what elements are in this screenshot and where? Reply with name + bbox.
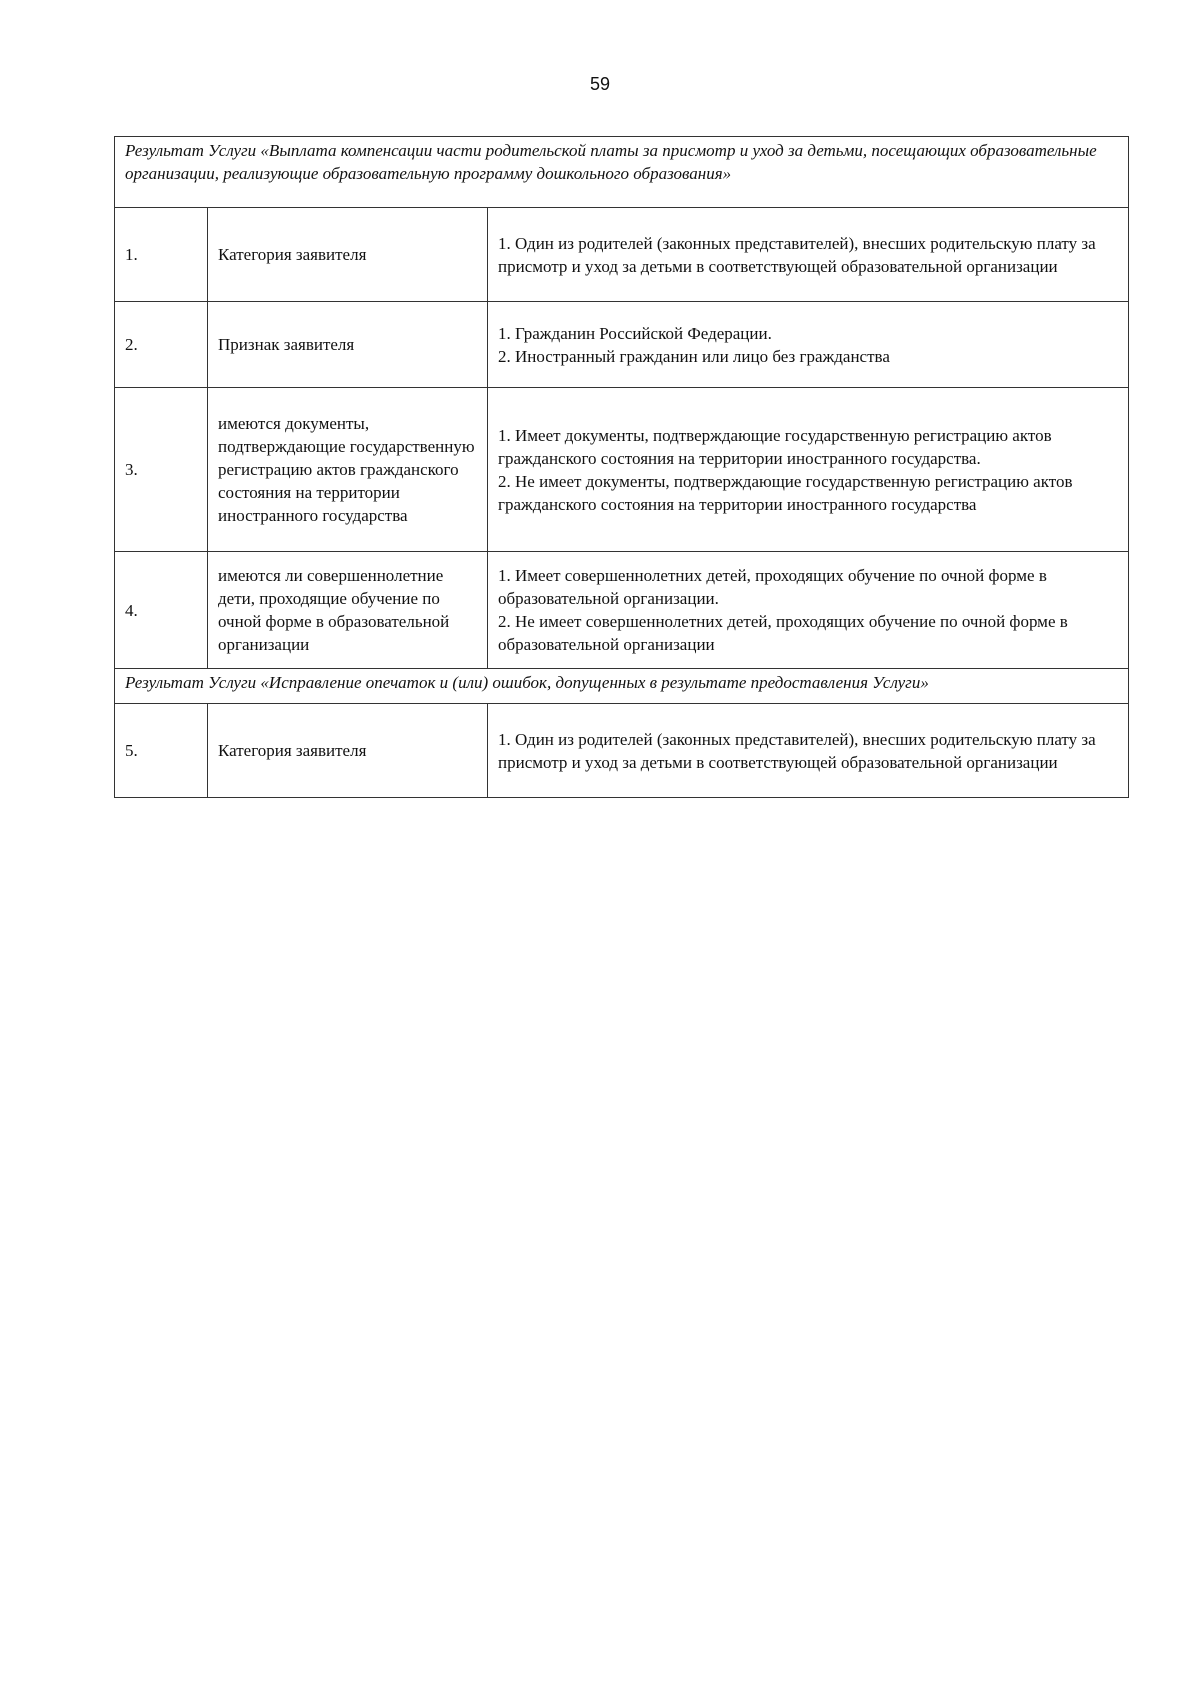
criterion-name: имеются документы, подтверждающие государственную регистрацию актов гражданского состояния на территории иностранного государства [208,388,488,552]
table-row [115,388,1129,552]
row-number: 1. [115,208,208,302]
section-title: Результат Услуги «Выплата компенсации части родительской платы за присмотр и уход за детьми, посещающих образовательные организации, реализующие образовательную программу дошкольного образования» [115,137,1129,208]
row-number: 5. [115,704,208,798]
row-number: 4. [115,552,208,669]
section-title: Результат Услуги «Исправление опечаток и (или) ошибок, допущенных в результате предоставления Услуги» [115,669,1129,704]
criterion-values: 1. Один из родителей (законных представителей), внесших родительскую плату за присмотр и уход за детьми в соответствующей образовательной организации [488,208,1129,302]
table-row [115,552,1129,669]
row-number: 2. [115,302,208,388]
section-header-row [115,669,1129,704]
criterion-values: 1. Один из родителей (законных представителей), внесших родительскую плату за присмотр и уход за детьми в соответствующей образовательной организации [488,704,1129,798]
criteria-table [114,136,1129,798]
criterion-name: Категория заявителя [208,704,488,798]
criterion-name: Категория заявителя [208,208,488,302]
table-row [115,704,1129,798]
criterion-name: Признак заявителя [208,302,488,388]
row-number: 3. [115,388,208,552]
section-header-row [115,137,1129,208]
table-row [115,208,1129,302]
table-row [115,302,1129,388]
criterion-values: 1. Гражданин Российской Федерации. 2. Иностранный гражданин или лицо без гражданства [488,302,1129,388]
criterion-name: имеются ли совершеннолетние дети, проходящие обучение по очной форме в образовательной организации [208,552,488,669]
page-number: 59 [589,74,611,94]
criterion-values: 1. Имеет документы, подтверждающие государственную регистрацию актов гражданского состояния на территории иностранного государства. 2. Не имеет документы, подтверждающие государственную регистрацию актов гражданского состояния на территории иностранного государства [488,388,1129,552]
criterion-values: 1. Имеет совершеннолетних детей, проходящих обучение по очной форме в образовательной организации. 2. Не имеет совершеннолетних детей, проходящих обучение по очной форме в образовательной организации [488,552,1129,669]
